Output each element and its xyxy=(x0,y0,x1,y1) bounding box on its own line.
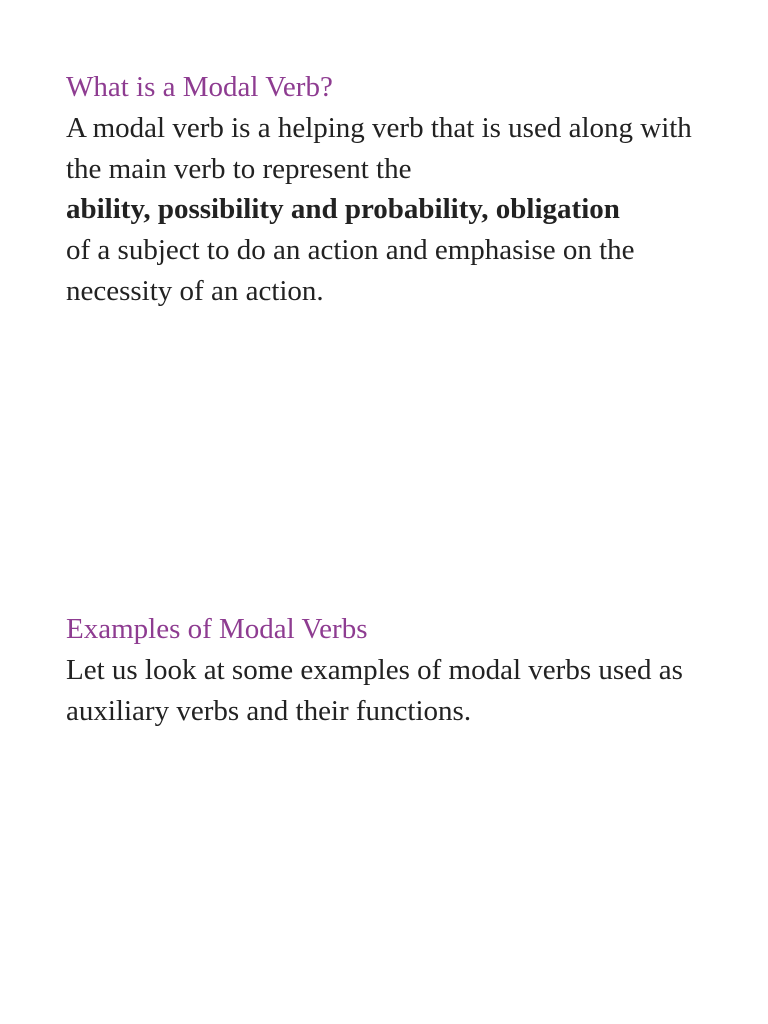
section-heading-examples: Examples of Modal Verbs xyxy=(66,613,368,645)
definition-text-start: A modal verb is a helping verb that is used along with the main verb to represent the xyxy=(66,111,692,185)
modal-verb-examples-section xyxy=(66,609,726,731)
definition-paragraph xyxy=(66,108,726,312)
modal-verb-definition-section xyxy=(66,67,726,312)
definition-text-end: of a subject to do an action and emphasise on the necessity of an action. xyxy=(66,234,635,307)
section-heading-what-is-modal-verb: What is a Modal Verb? xyxy=(66,71,333,103)
definition-bold-terms: ability, possibility and probability, obligation xyxy=(66,193,620,226)
examples-intro-paragraph: Let us look at some examples of modal verbs used as auxiliary verbs and their functions. xyxy=(66,653,683,727)
